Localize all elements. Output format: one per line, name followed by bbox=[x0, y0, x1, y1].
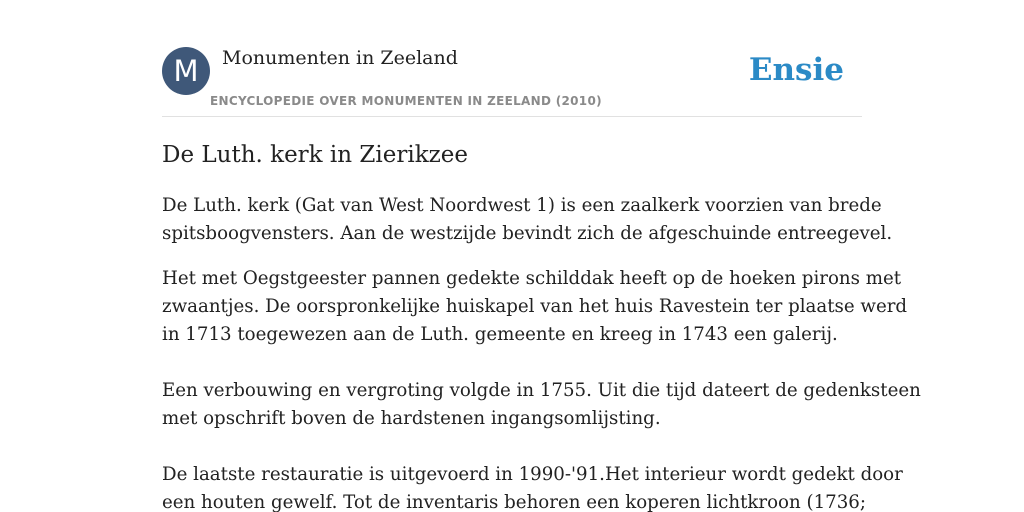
paragraph-line: in 1713 toegewezen aan de Luth. gemeente en kreeg in 1743 een galerij. bbox=[162, 324, 838, 345]
source-avatar[interactable]: M bbox=[162, 47, 210, 95]
source-subtitle[interactable]: ENCYCLOPEDIE OVER MONUMENTEN IN ZEELAND (2010) bbox=[210, 94, 602, 108]
paragraph-line: Een verbouwing en vergroting volgde in 1755. Uit die tijd dateert de gedenksteen bbox=[162, 380, 921, 401]
ensie-logo[interactable]: Ensie bbox=[748, 52, 844, 88]
body-paragraph bbox=[162, 265, 908, 349]
paragraph-line: een houten gewelf. Tot de inventaris behoren een koperen lichtkroon (1736; bbox=[162, 492, 867, 512]
article-body bbox=[162, 192, 921, 512]
paragraph-line: Het met Oegstgeester pannen gedekte schilddak heeft op de hoeken pirons met bbox=[162, 268, 902, 289]
article-title: De Luth. kerk in Zierikzee bbox=[162, 142, 468, 168]
paragraph-line: De laatste restauratie is uitgevoerd in 1990-'91.Het interieur wordt gedekt door bbox=[162, 464, 903, 485]
lead-line: De Luth. kerk (Gat van West Noordwest 1) is een zaalkerk voorzien van brede bbox=[162, 195, 882, 216]
lead-paragraph bbox=[162, 192, 893, 248]
body-paragraph bbox=[162, 377, 921, 433]
body-paragraph bbox=[162, 461, 903, 512]
paragraph-line: met opschrift boven de hardstenen ingangsomlijsting. bbox=[162, 408, 661, 429]
source-title[interactable]: Monumenten in Zeeland bbox=[222, 47, 458, 69]
paragraph-line: zwaantjes. De oorspronkelijke huiskapel van het huis Ravestein ter plaatse werd bbox=[162, 296, 908, 317]
lead-line: spitsboogvensters. Aan de westzijde bevindt zich de afgeschuinde entreegevel. bbox=[162, 223, 893, 244]
source-header bbox=[162, 46, 862, 117]
